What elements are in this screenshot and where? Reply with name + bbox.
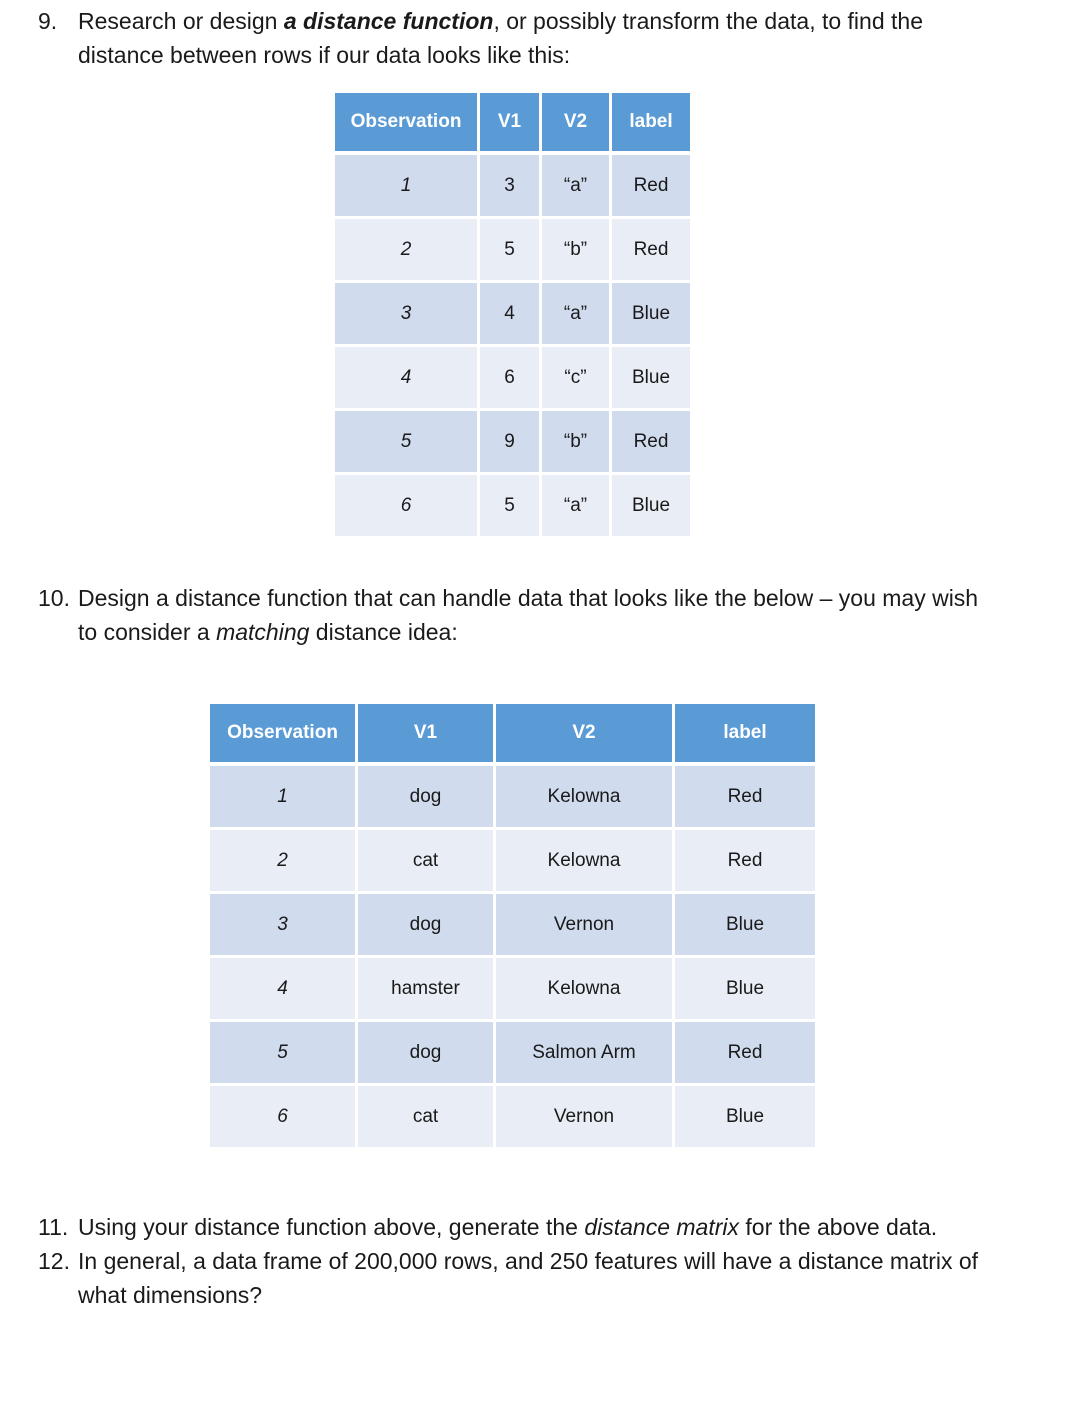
- table-row: [210, 894, 815, 958]
- cell-label: Blue: [612, 347, 690, 411]
- cell-v2: Vernon: [496, 894, 675, 958]
- table-row: [335, 475, 690, 539]
- cell-observation: 2: [335, 219, 480, 283]
- cell-label: Red: [612, 411, 690, 475]
- cell-v1: 6: [480, 347, 542, 411]
- cell-v2: Kelowna: [496, 958, 675, 1022]
- cell-v1: 9: [480, 411, 542, 475]
- question-11-text-end: for the above data.: [739, 1214, 938, 1240]
- cell-v2: “b”: [542, 411, 612, 475]
- table-row: [210, 1086, 815, 1150]
- cell-label: Blue: [675, 894, 815, 958]
- header-label: label: [675, 704, 815, 766]
- question-10-line-1: Design a distance function that can handle data that looks like the below – you may wish: [78, 585, 979, 611]
- cell-observation: 6: [335, 475, 480, 539]
- question-12-number: 12.: [38, 1248, 70, 1274]
- cell-v2: “a”: [542, 155, 612, 219]
- cell-observation: 1: [335, 155, 480, 219]
- cell-v2: “c”: [542, 347, 612, 411]
- header-v2: V2: [542, 93, 612, 155]
- cell-observation: 3: [335, 283, 480, 347]
- cell-label: Blue: [675, 1086, 815, 1150]
- categorical-data-table: [210, 704, 815, 1150]
- table-row: [335, 411, 690, 475]
- header-observation: Observation: [210, 704, 358, 766]
- cell-observation: 5: [210, 1022, 358, 1086]
- cell-v2: “a”: [542, 475, 612, 539]
- table-row: [210, 958, 815, 1022]
- question-11-emphasis: distance matrix: [584, 1214, 739, 1240]
- table-row: [335, 219, 690, 283]
- question-10-text-end: distance idea:: [309, 619, 458, 645]
- cell-observation: 6: [210, 1086, 358, 1150]
- question-9-text-start: Research or design: [78, 8, 284, 34]
- cell-v2: Vernon: [496, 1086, 675, 1150]
- question-10-number: 10.: [38, 585, 70, 611]
- header-v1: V1: [480, 93, 542, 155]
- cell-v1: cat: [358, 830, 496, 894]
- cell-v2: Salmon Arm: [496, 1022, 675, 1086]
- header-v2: V2: [496, 704, 675, 766]
- table-row: [210, 1022, 815, 1086]
- cell-label: Red: [675, 1022, 815, 1086]
- cell-observation: 5: [335, 411, 480, 475]
- header-v1: V1: [358, 704, 496, 766]
- cell-observation: 4: [210, 958, 358, 1022]
- numeric-data-table: [335, 93, 690, 539]
- question-10-text-start: to consider a: [78, 619, 217, 645]
- cell-label: Blue: [612, 283, 690, 347]
- question-9-line-2: distance between rows if our data looks like this:: [78, 42, 571, 68]
- question-12-line-2: what dimensions?: [78, 1282, 263, 1308]
- question-9-text-end: , or possibly transform the data, to find the: [493, 8, 923, 34]
- cell-v2: “b”: [542, 219, 612, 283]
- cell-v1: dog: [358, 766, 496, 830]
- question-9-emphasis: a distance function: [283, 8, 494, 34]
- cell-v1: hamster: [358, 958, 496, 1022]
- table-header-row: [335, 93, 690, 155]
- cell-v1: 3: [480, 155, 542, 219]
- table-row: [210, 830, 815, 894]
- cell-v1: 5: [480, 219, 542, 283]
- header-observation: Observation: [335, 93, 480, 155]
- cell-label: Red: [675, 830, 815, 894]
- cell-observation: 3: [210, 894, 358, 958]
- cell-v1: 4: [480, 283, 542, 347]
- table-row: [335, 283, 690, 347]
- cell-label: Red: [612, 219, 690, 283]
- cell-label: Red: [675, 766, 815, 830]
- cell-v1: 5: [480, 475, 542, 539]
- cell-v2: Kelowna: [496, 766, 675, 830]
- question-10-emphasis: matching: [216, 619, 310, 645]
- cell-label: Red: [612, 155, 690, 219]
- table-row: [335, 155, 690, 219]
- question-9-number: 9.: [38, 8, 58, 34]
- header-label: label: [612, 93, 690, 155]
- question-11-number: 11.: [38, 1214, 69, 1240]
- table-row: [210, 766, 815, 830]
- question-11-text-start: Using your distance function above, generate the: [78, 1214, 585, 1240]
- table-row: [335, 347, 690, 411]
- cell-observation: 1: [210, 766, 358, 830]
- cell-v1: dog: [358, 894, 496, 958]
- cell-v2: “a”: [542, 283, 612, 347]
- cell-observation: 2: [210, 830, 358, 894]
- table-header-row: [210, 704, 815, 766]
- cell-v1: dog: [358, 1022, 496, 1086]
- cell-v2: Kelowna: [496, 830, 675, 894]
- question-12-line-1: In general, a data frame of 200,000 rows, and 250 features will have a distance matrix of: [78, 1248, 979, 1274]
- cell-label: Blue: [675, 958, 815, 1022]
- cell-v1: cat: [358, 1086, 496, 1150]
- cell-label: Blue: [612, 475, 690, 539]
- cell-observation: 4: [335, 347, 480, 411]
